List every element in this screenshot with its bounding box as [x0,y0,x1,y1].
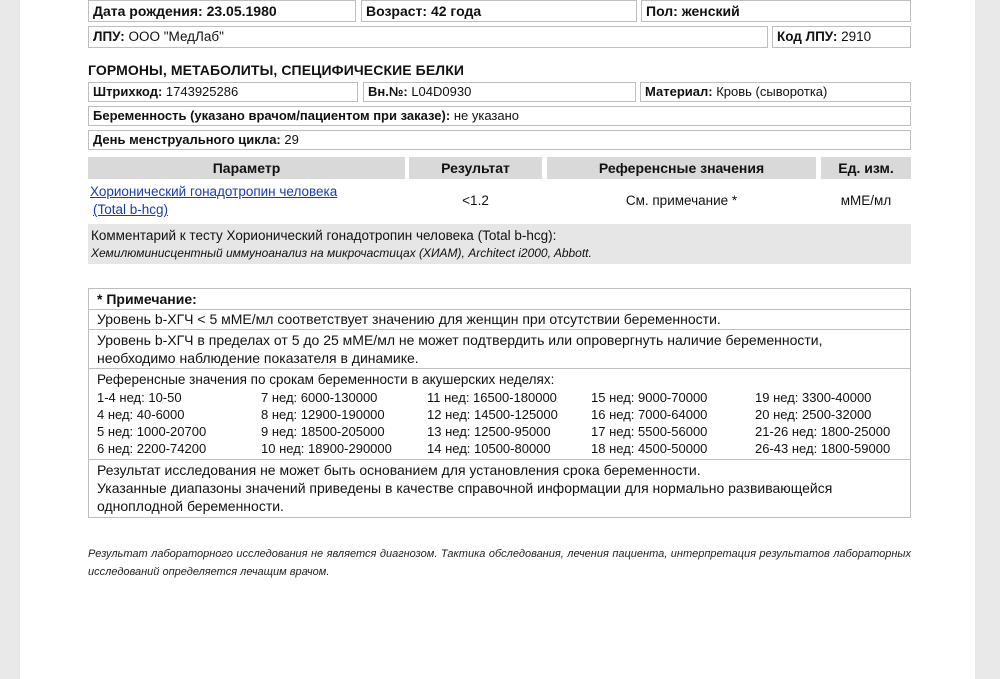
parameter-name-line1[interactable]: Хорионический гонадотропин человека [90,184,338,199]
cycle-day-field [88,130,911,150]
pregnancy-label: Беременность (указано врачом/пациентом при заказе): [93,108,451,123]
weeks-item: 13 нед: 12500-95000 [427,424,551,439]
weeks-item: 6 нед: 2200-74200 [97,441,207,456]
age-field: Возраст: 42 года [361,0,637,22]
unit-value: мМЕ/мл [840,193,892,208]
material-field [640,82,911,102]
test-comment [88,224,911,264]
header-parameter: Параметр [88,157,405,179]
parameter-name-line2[interactable]: (Total b-hcg) [93,202,169,217]
weeks-item: 17 нед: 5500-56000 [591,424,708,439]
note-line-2 [89,330,910,369]
cycle-day-label: День менструального цикла: [93,132,281,147]
weeks-item: 26-43 нед: 1800-59000 [755,441,891,456]
weeks-item: 1-4 нед: 10-50 [97,390,182,405]
dob-field: Дата рождения: 23.05.1980 [88,0,356,22]
parameter-link[interactable] [90,183,337,219]
lpu-value: ООО "МедЛаб" [128,29,224,44]
note-line-4b: одноплодной беременности. [97,498,284,514]
weeks-item: 7 нед: 6000-130000 [261,390,378,405]
weeks-item: 14 нед: 10500-80000 [427,441,551,456]
weeks-column-2 [261,389,392,457]
note-line-4a: Указанные диапазоны значений приведены в качестве справочной информации для нормально развивающейся [97,480,833,496]
sex-field: Пол: женский [641,0,911,22]
vn-value: L04D0930 [411,84,472,99]
pregnancy-value: не указано [453,108,520,123]
reference-weeks-section [89,369,910,460]
vn-field [363,82,636,102]
note-conclusion [89,460,910,517]
comment-title: Комментарий к тесту Хорионический гонадотропин человека (Total b-hcg): [91,228,557,243]
note-line-2b: необходимо наблюдение показателя в динамике. [97,350,419,366]
barcode-label: Штрихкод: [93,84,163,99]
reference-value: См. примечание * [625,193,738,208]
weeks-item: 15 нед: 9000-70000 [591,390,708,405]
weeks-column-1 [97,389,206,457]
lpu-label: ЛПУ: [93,29,125,44]
weeks-column-4 [591,389,707,457]
barcode-field [88,82,358,102]
header-unit: Ед. изм. [821,157,911,179]
lpu-code-label: Код ЛПУ: [777,29,838,44]
material-label: Материал: [645,84,713,99]
weeks-item: 21-26 нед: 1800-25000 [755,424,891,439]
header-reference: Референсные значения [547,157,816,179]
comment-method: Хемилюминисцентный иммуноанализ на микрочастицах (ХИАМ), Architect i2000, Abbott. [91,246,592,260]
weeks-item: 9 нед: 18500-205000 [261,424,385,439]
footer-disclaimer: Результат лабораторного исследования не является диагнозом. Тактика обследования, лечения пациента, интерпретация результатов лабораторных исследований определяется лечащим врачом. [88,548,911,578]
lpu-code-value: 2910 [841,29,872,44]
weeks-item: 8 нед: 12900-190000 [261,407,385,422]
pregnancy-field [88,106,911,126]
weeks-item: 11 нед: 16500-180000 [427,390,557,405]
lpu-code-field [772,26,911,48]
weeks-item: 5 нед: 1000-20700 [97,424,207,439]
note-line-2a: Уровень b-ХГЧ в пределах от 5 до 25 мМЕ/мл не может подтвердить или опровергнуть наличие беременности, [97,332,823,348]
weeks-item: 4 нед: 40-6000 [97,407,185,422]
material-value: Кровь (сыворотка) [716,84,828,99]
reference-weeks-title: Референсные значения по срокам беременности в акушерских неделях: [97,372,555,387]
weeks-item: 19 нед: 3300-40000 [755,390,872,405]
note-line-1: Уровень b-ХГЧ < 5 мМЕ/мл соответствует значению для женщин при отсутствии беременности. [89,310,910,330]
lpu-field [88,26,768,48]
note-line-3: Результат исследования не может быть основанием для установления срока беременности. [97,462,701,478]
weeks-item: 16 нед: 7000-64000 [591,407,708,422]
note-box [88,288,911,518]
vn-label: Вн.№: [368,84,408,99]
weeks-item: 20 нед: 2500-32000 [755,407,872,422]
header-result: Результат [409,157,542,179]
weeks-item: 18 нед: 4500-50000 [591,441,708,456]
section-title: ГОРМОНЫ, МЕТАБОЛИТЫ, СПЕЦИФИЧЕСКИЕ БЕЛКИ [88,62,465,78]
note-title: * Примечание: [89,289,910,310]
result-value: <1.2 [462,193,489,208]
cycle-day-value: 29 [284,132,299,147]
weeks-item: 12 нед: 14500-125000 [427,407,558,422]
barcode-value: 1743925286 [165,84,239,99]
weeks-column-5 [755,389,890,457]
weeks-item: 10 нед: 18900-290000 [261,441,392,456]
weeks-column-3 [427,389,558,457]
